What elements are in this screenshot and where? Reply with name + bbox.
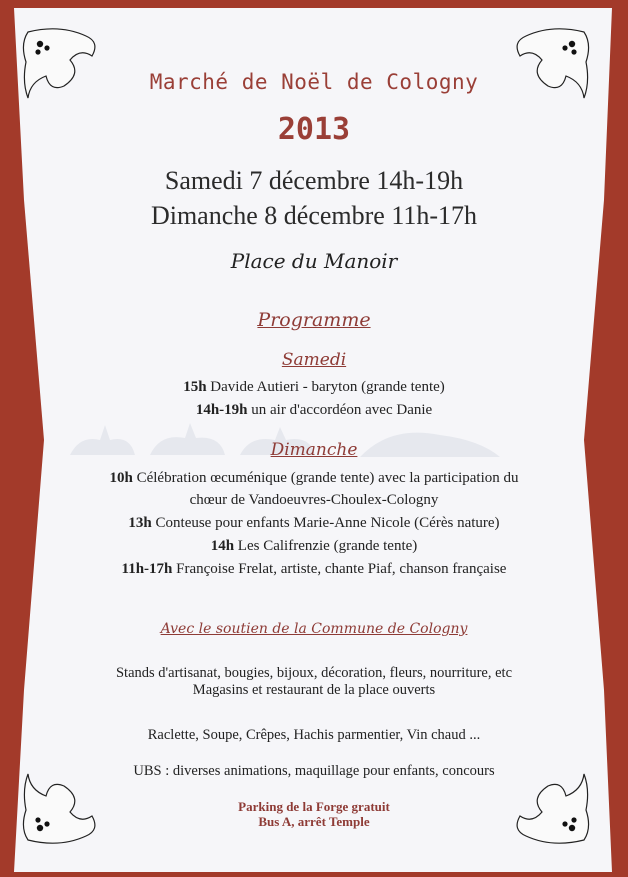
item-time: 11h-17h <box>121 561 173 577</box>
food-line: Raclette, Soupe, Crêpes, Hachis parmentier, Vin chaud ... <box>147 727 481 743</box>
parking-line: Parking de la Forge gratuit <box>238 799 390 814</box>
event-place: Place du Manoir <box>230 249 398 273</box>
item-time: 14h <box>210 538 235 554</box>
support-line: Avec le soutien de la Commune de Cologny <box>160 621 468 637</box>
item-time: 15h <box>183 379 207 395</box>
shops-line: Magasins et restaurant de la place ouverts <box>192 682 436 698</box>
sunday-heading: Dimanche <box>270 440 358 460</box>
sunday-item <box>0 470 628 487</box>
item-text: chœur de Vandoeuvres-Choulex-Cologny <box>189 492 439 508</box>
stands-line: Stands d'artisanat, bougies, bijoux, décoration, fleurs, nourriture, etc <box>115 665 513 681</box>
sunday-item <box>0 492 628 509</box>
date-sunday: Dimanche 8 décembre 11h-17h <box>150 201 478 230</box>
sunday-item <box>0 561 628 578</box>
item-text: Célébration œcuménique (grande tente) avec la participation du <box>132 470 519 486</box>
item-time: 10h <box>109 470 133 486</box>
sunday-item <box>0 538 628 555</box>
sunday-item <box>0 515 628 532</box>
item-text: un air d'accordéon avec Danie <box>247 402 433 418</box>
item-text: Les Califrenzie (grande tente) <box>234 538 418 554</box>
item-time: 14h-19h <box>195 402 248 418</box>
saturday-heading: Samedi <box>281 350 347 370</box>
bus-line: Bus A, arrêt Temple <box>258 814 370 829</box>
saturday-item <box>0 379 628 396</box>
date-saturday: Samedi 7 décembre 14h-19h <box>164 166 464 195</box>
saturday-item <box>0 402 628 419</box>
programme-heading: Programme <box>257 309 371 331</box>
item-text: Davide Autieri - baryton (grande tente) <box>206 379 445 395</box>
event-title: Marché de Noël de Cologny <box>149 70 479 94</box>
item-time: 13h <box>128 515 152 531</box>
ubs-line: UBS : diverses animations, maquillage pour enfants, concours <box>133 763 495 779</box>
item-text: Conteuse pour enfants Marie-Anne Nicole (Cérès nature) <box>151 515 500 531</box>
event-year: 2013 <box>277 112 351 147</box>
item-text: Françoise Frelat, artiste, chante Piaf, chanson française <box>172 561 507 577</box>
